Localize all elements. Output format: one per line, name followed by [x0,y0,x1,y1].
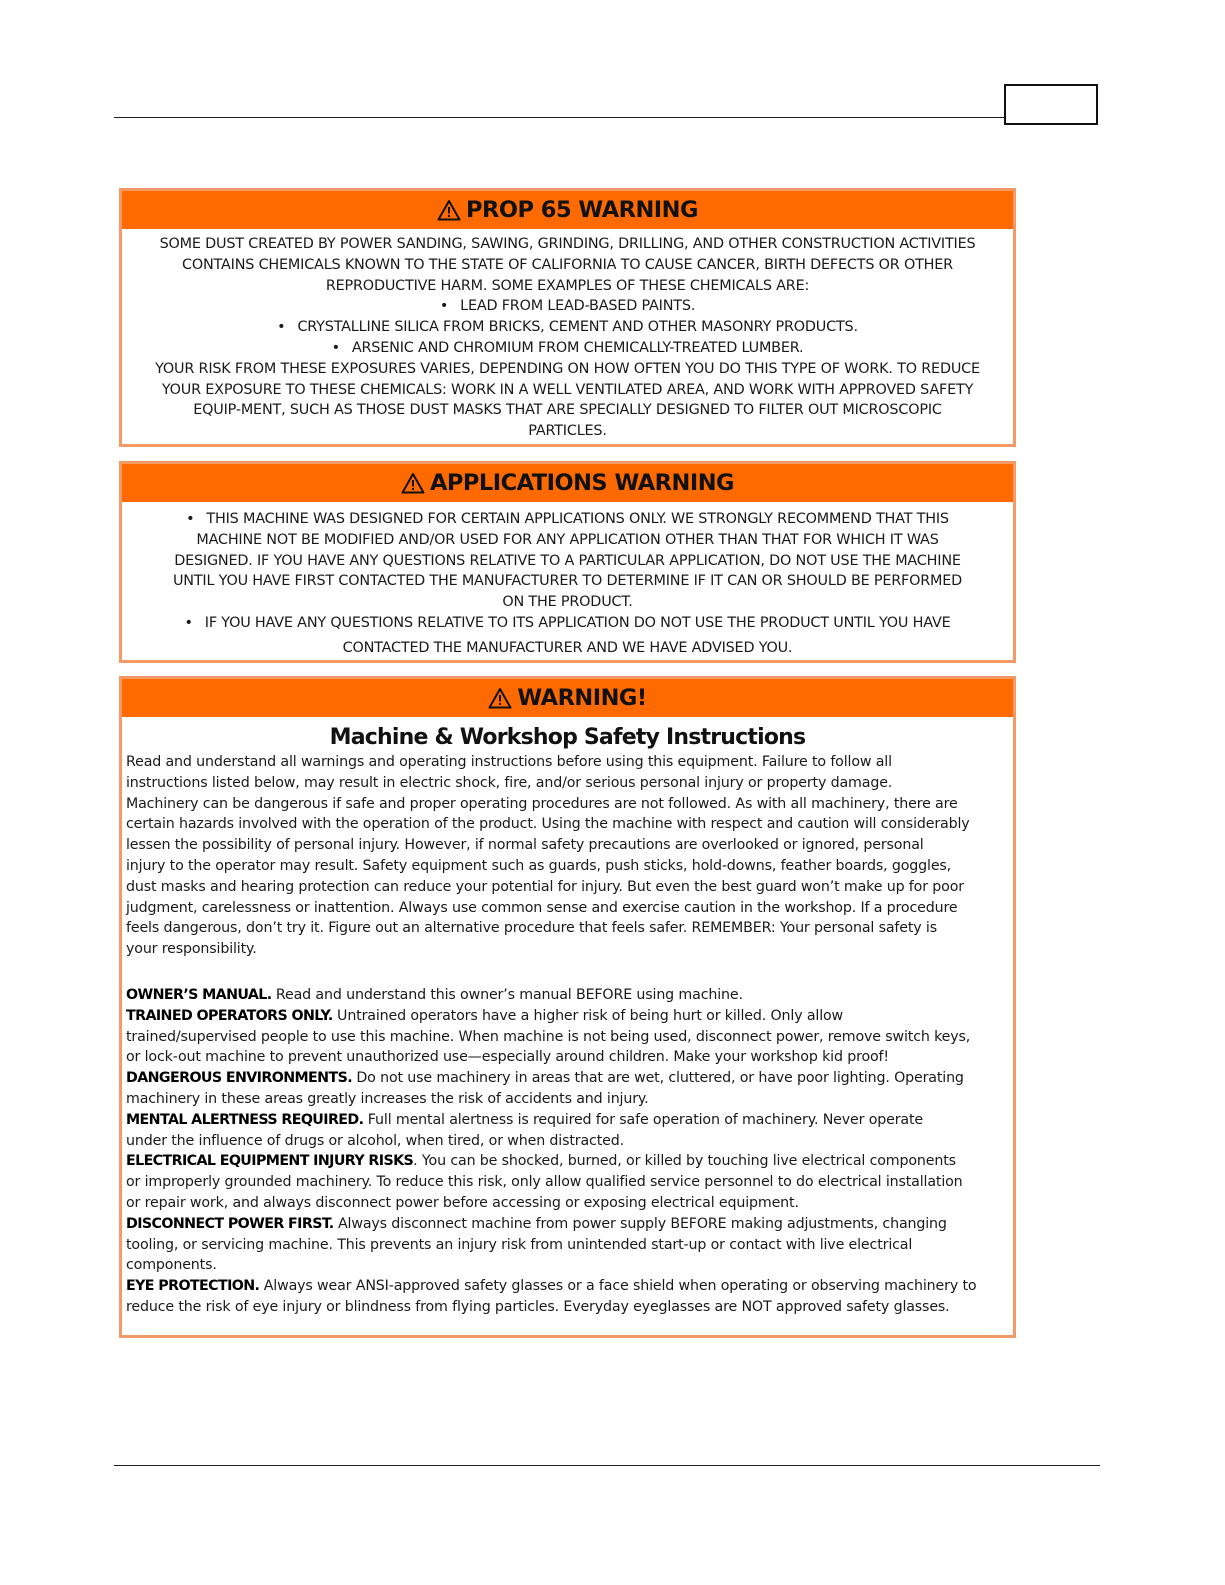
rule-line [126,985,1009,1006]
intro-line: feels dangerous, don’t try it. Figure out an alternative procedure that feels safer. REMEMBER: Your personal safety is [126,920,937,937]
prop65-header [122,191,1013,229]
rule-text: or repair work, and always disconnect power before accessing or exposing electrical equipment. [126,1194,799,1211]
prop65-line: YOUR RISK FROM THESE EXPOSURES VARIES, DEPENDING ON HOW OFTEN YOU DO THIS TYPE OF WORK. TO REDUCE [155,360,980,377]
safety-header-title: WARNING! [517,685,647,711]
applications-line: UNTIL YOU HAVE FIRST CONTACTED THE MANUFACTURER TO DETERMINE IF IT CAN OR SHOULD BE PERFORMED [172,573,963,590]
prop65-line: PARTICLES. [528,423,607,440]
intro-line: certain hazards involved with the operation of the product. Using the machine with respect and caution will considerably [126,816,970,833]
page-number-box [1004,84,1098,125]
warning-triangle-icon [488,687,512,709]
rule-line [126,1131,1009,1152]
rule-heading: TRAINED OPERATORS ONLY. [126,1007,333,1024]
intro-line: instructions listed below, may result in electric shock, fire, and/or serious personal injury or property damage. [126,774,893,791]
applications-line: • THIS MACHINE WAS DESIGNED FOR CERTAIN APPLICATIONS ONLY. WE STRONGLY RECOMMEND THAT THIS [128,509,1007,530]
rule-text: or lock-out machine to prevent unauthorized use—especially around children. Make your workshop kid proof! [126,1049,889,1066]
rule-text: or improperly grounded machinery. To reduce this risk, only allow qualified service personnel to do electrical installation [126,1174,963,1191]
rule-line [126,1193,1009,1214]
rule-line [126,1276,1009,1297]
applications-header [122,464,1013,502]
rule-text: reduce the risk of eye injury or blindness from flying particles. Everyday eyeglasses are NOT approved safety glasses. [126,1298,950,1315]
rule-heading: EYE PROTECTION. [126,1278,260,1295]
intro-line: your responsibility. [126,941,257,958]
applications-line: ON THE PRODUCT. [502,594,633,611]
rule-heading: MENTAL ALERTNESS REQUIRED. [126,1111,364,1128]
rule-text: . You can be shocked, burned, or killed by touching live electrical components [413,1153,956,1170]
intro-line: Machinery can be dangerous if safe and proper operating procedures are not followed. As with all machinery, there are [126,795,958,812]
applications-warning-panel [119,461,1016,663]
rule-line [126,1255,1009,1276]
rule-line [126,1297,1009,1318]
prop65-bullet: • ARSENIC AND CHROMIUM FROM CHEMICALLY-TREATED LUMBER. [128,338,1007,359]
rule-line [126,1151,1009,1172]
intro-line: judgment, carelessness or inattention. Always use common sense and exercise caution in the workshop. If a procedure [126,899,958,916]
rule-heading: DANGEROUS ENVIRONMENTS. [126,1070,353,1087]
safety-title: Machine & Workshop Safety Instructions [329,725,806,750]
applications-body [122,502,1013,659]
rule-text: Do not use machinery in areas that are wet, cluttered, or have poor lighting. Operating [352,1070,964,1087]
intro-line: injury to the operator may result. Safety equipment such as guards, push sticks, hold-downs, feather boards, goggles, [126,857,952,874]
prop65-title: PROP 65 WARNING [466,197,698,223]
intro-line: Read and understand all warnings and operating instructions before using this equipment. Failure to follow all [126,754,892,770]
rule-line [126,1214,1009,1235]
rule-line [126,1027,1009,1048]
applications-line: • IF YOU HAVE ANY QUESTIONS RELATIVE TO ITS APPLICATION DO NOT USE THE PRODUCT UNTIL YOU HAVE [128,613,1007,634]
rule-line [126,1110,1009,1131]
prop65-bullet: • CRYSTALLINE SILICA FROM BRICKS, CEMENT AND OTHER MASONRY PRODUCTS. [128,317,1007,338]
rule-line [126,1235,1009,1256]
rule-line [126,1068,1009,1089]
prop65-body [122,229,1013,442]
applications-line: MACHINE NOT BE MODIFIED AND/OR USED FOR ANY APPLICATION OTHER THAN THAT FOR WHICH IT WAS [196,531,939,548]
prop65-line: YOUR EXPOSURE TO THESE CHEMICALS: WORK IN A WELL VENTILATED AREA, AND WORK WITH APPROVED SAFETY [161,381,974,398]
rule-text: Always disconnect machine from power supply BEFORE making adjustments, changing [333,1215,947,1232]
rule-heading: OWNER’S MANUAL. [126,986,272,1003]
rule-text: under the influence of drugs or alcohol, when tired, or when distracted. [126,1132,624,1149]
prop65-line: EQUIP-MENT, SUCH AS THOSE DUST MASKS THAT ARE SPECIALLY DESIGNED TO FILTER OUT MICROSCOPIC [193,402,942,419]
safety-body [122,752,1013,1318]
safety-warning-panel [119,676,1016,1338]
rule-line [126,1089,1009,1110]
warning-triangle-icon [401,472,425,494]
prop65-line: CONTAINS CHEMICALS KNOWN TO THE STATE OF CALIFORNIA TO CAUSE CANCER, BIRTH DEFECTS OR OTHER [182,256,953,273]
warning-triangle-icon [437,199,461,221]
rule-heading: ELECTRICAL EQUIPMENT INJURY RISKS [126,1153,414,1170]
rule-line [126,1006,1009,1027]
prop65-line: SOME DUST CREATED BY POWER SANDING, SAWING, GRINDING, DRILLING, AND OTHER CONSTRUCTION ACTIVITIES [159,236,976,252]
rule-heading: DISCONNECT POWER FIRST. [126,1215,334,1232]
prop65-line: REPRODUCTIVE HARM. SOME EXAMPLES OF THESE CHEMICALS ARE: [325,277,810,294]
rule-text: Full mental alertness is required for safe operation of machinery. Never operate [363,1111,924,1128]
rule-line [126,1172,1009,1193]
rule-line [126,1047,1009,1068]
applications-title: APPLICATIONS WARNING [429,470,735,496]
section-spacer [126,960,1009,985]
rule-text: trained/supervised people to use this machine. When machine is not being used, disconnect power, remove switch keys, [126,1028,971,1045]
rule-text: components. [126,1257,217,1274]
safety-header [122,679,1013,717]
prop65-bullet: • LEAD FROM LEAD-BASED PAINTS. [128,296,1007,317]
header-rule [114,117,1005,118]
intro-line: dust masks and hearing protection can reduce your potential for injury. But even the best guard won’t make up for poor [126,878,964,895]
rule-text: tooling, or servicing machine. This prevents an injury risk from unintended start-up or contact with live electrical [126,1236,913,1253]
intro-line: lessen the possibility of personal injury. However, if normal safety precautions are overlooked or ignored, personal [126,837,924,854]
footer-rule [114,1465,1100,1466]
rule-text: Read and understand this owner’s manual BEFORE using machine. [271,986,743,1003]
prop65-warning-panel [119,188,1016,447]
rule-text: Untrained operators have a higher risk of being hurt or killed. Only allow [332,1007,844,1024]
applications-line: CONTACTED THE MANUFACTURER AND WE HAVE ADVISED YOU. [342,639,793,656]
rule-text: machinery in these areas greatly increases the risk of accidents and injury. [126,1090,649,1107]
applications-line: DESIGNED. IF YOU HAVE ANY QUESTIONS RELATIVE TO A PARTICULAR APPLICATION, DO NOT USE THE MACHINE [174,552,961,569]
rule-text: Always wear ANSI-approved safety glasses or a face shield when operating or observing machinery to [259,1278,977,1295]
